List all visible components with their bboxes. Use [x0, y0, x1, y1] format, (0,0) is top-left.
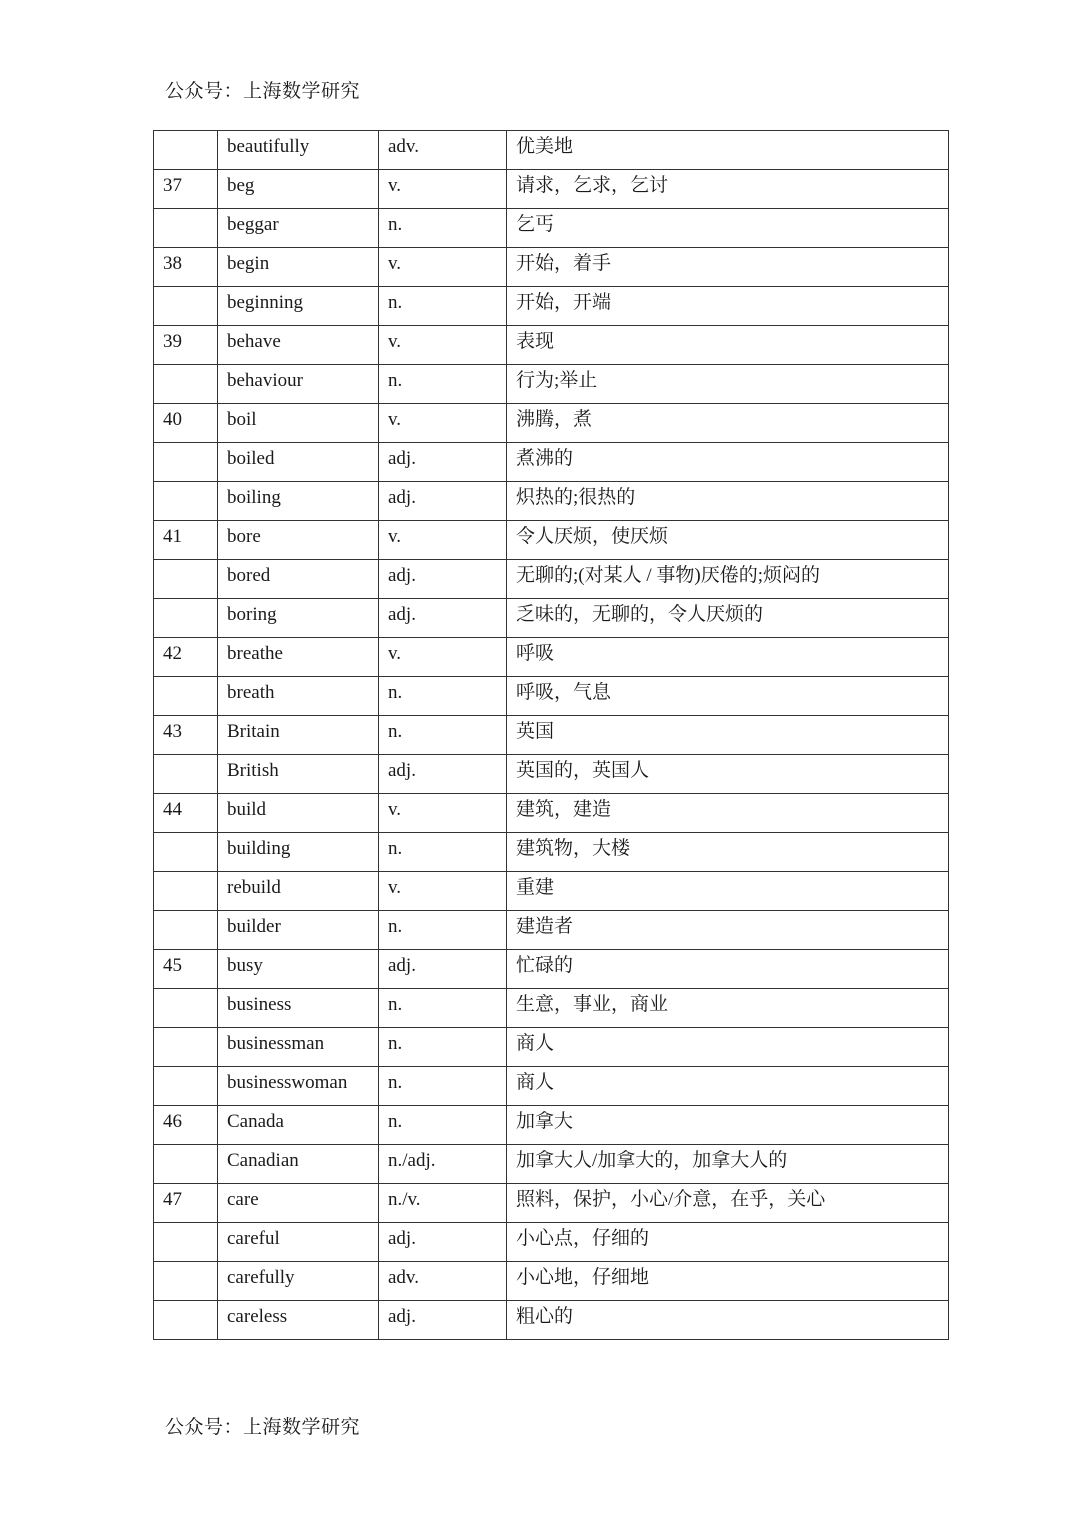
entry-word: breath — [218, 677, 379, 716]
entry-number: 41 — [154, 521, 218, 560]
entry-part-of-speech: n. — [379, 1106, 507, 1145]
entry-word: bored — [218, 560, 379, 599]
page-header: 公众号：上海数学研究 — [165, 81, 361, 102]
entry-part-of-speech: v. — [379, 404, 507, 443]
entry-word: British — [218, 755, 379, 794]
table-row — [154, 950, 949, 989]
entry-meaning: 建筑，建造 — [507, 794, 949, 833]
entry-word: Britain — [218, 716, 379, 755]
entry-part-of-speech: n. — [379, 209, 507, 248]
entry-meaning: 建筑物，大楼 — [507, 833, 949, 872]
vocabulary-table-body — [154, 131, 949, 1340]
entry-part-of-speech: n./v. — [379, 1184, 507, 1223]
entry-word: Canada — [218, 1106, 379, 1145]
entry-word: beggar — [218, 209, 379, 248]
entry-word: rebuild — [218, 872, 379, 911]
entry-meaning: 小心点，仔细的 — [507, 1223, 949, 1262]
entry-number — [154, 1145, 218, 1184]
entry-meaning: 商人 — [507, 1028, 949, 1067]
entry-number — [154, 365, 218, 404]
entry-part-of-speech: v. — [379, 638, 507, 677]
table-row — [154, 1184, 949, 1223]
entry-number — [154, 1223, 218, 1262]
entry-part-of-speech: adv. — [379, 131, 507, 170]
table-row — [154, 443, 949, 482]
table-row — [154, 911, 949, 950]
entry-word: builder — [218, 911, 379, 950]
entry-number: 45 — [154, 950, 218, 989]
entry-number — [154, 755, 218, 794]
entry-meaning: 炽热的;很热的 — [507, 482, 949, 521]
entry-number — [154, 287, 218, 326]
entry-part-of-speech: n./adj. — [379, 1145, 507, 1184]
entry-part-of-speech: v. — [379, 521, 507, 560]
entry-meaning: 忙碌的 — [507, 950, 949, 989]
entry-part-of-speech: n. — [379, 1028, 507, 1067]
entry-meaning: 开始，开端 — [507, 287, 949, 326]
entry-number: 46 — [154, 1106, 218, 1145]
entry-number — [154, 833, 218, 872]
entry-meaning: 呼吸，气息 — [507, 677, 949, 716]
entry-word: boiling — [218, 482, 379, 521]
entry-part-of-speech: v. — [379, 170, 507, 209]
entry-word: businesswoman — [218, 1067, 379, 1106]
entry-part-of-speech: n. — [379, 716, 507, 755]
entry-number: 47 — [154, 1184, 218, 1223]
entry-part-of-speech: adv. — [379, 1262, 507, 1301]
entry-word: business — [218, 989, 379, 1028]
entry-number — [154, 443, 218, 482]
table-row — [154, 1262, 949, 1301]
table-row — [154, 833, 949, 872]
entry-word: behaviour — [218, 365, 379, 404]
table-row — [154, 716, 949, 755]
table-row — [154, 560, 949, 599]
table-row — [154, 248, 949, 287]
entry-part-of-speech: adj. — [379, 599, 507, 638]
entry-number — [154, 677, 218, 716]
table-row — [154, 1106, 949, 1145]
entry-word: begin — [218, 248, 379, 287]
entry-meaning: 优美地 — [507, 131, 949, 170]
entry-number — [154, 131, 218, 170]
entry-number — [154, 1262, 218, 1301]
table-row — [154, 1028, 949, 1067]
entry-meaning: 开始，着手 — [507, 248, 949, 287]
entry-meaning: 令人厌烦，使厌烦 — [507, 521, 949, 560]
entry-word: Canadian — [218, 1145, 379, 1184]
entry-word: build — [218, 794, 379, 833]
entry-part-of-speech: adj. — [379, 560, 507, 599]
entry-word: carefully — [218, 1262, 379, 1301]
entry-word: businessman — [218, 1028, 379, 1067]
entry-meaning: 商人 — [507, 1067, 949, 1106]
table-row — [154, 170, 949, 209]
entry-word: careless — [218, 1301, 379, 1340]
entry-word: beautifully — [218, 131, 379, 170]
table-row — [154, 131, 949, 170]
table-row — [154, 482, 949, 521]
entry-part-of-speech: adj. — [379, 1301, 507, 1340]
entry-number: 38 — [154, 248, 218, 287]
entry-number — [154, 560, 218, 599]
entry-number: 39 — [154, 326, 218, 365]
entry-meaning: 重建 — [507, 872, 949, 911]
entry-number — [154, 1301, 218, 1340]
entry-number: 37 — [154, 170, 218, 209]
page-footer: 公众号：上海数学研究 — [165, 1417, 361, 1438]
entry-meaning: 呼吸 — [507, 638, 949, 677]
entry-meaning: 行为;举止 — [507, 365, 949, 404]
entry-word: care — [218, 1184, 379, 1223]
entry-part-of-speech: v. — [379, 794, 507, 833]
table-row — [154, 989, 949, 1028]
entry-part-of-speech: n. — [379, 287, 507, 326]
table-row — [154, 872, 949, 911]
entry-number: 40 — [154, 404, 218, 443]
entry-meaning: 粗心的 — [507, 1301, 949, 1340]
entry-number — [154, 209, 218, 248]
entry-meaning: 英国的，英国人 — [507, 755, 949, 794]
entry-number — [154, 482, 218, 521]
entry-word: busy — [218, 950, 379, 989]
entry-part-of-speech: n. — [379, 365, 507, 404]
table-row — [154, 677, 949, 716]
table-row — [154, 326, 949, 365]
entry-part-of-speech: n. — [379, 677, 507, 716]
vocabulary-table — [153, 130, 949, 1340]
entry-part-of-speech: adj. — [379, 482, 507, 521]
entry-meaning: 小心地，仔细地 — [507, 1262, 949, 1301]
entry-number — [154, 989, 218, 1028]
table-row — [154, 1301, 949, 1340]
table-row — [154, 287, 949, 326]
table-row — [154, 365, 949, 404]
entry-part-of-speech: n. — [379, 911, 507, 950]
entry-meaning: 加拿大人/加拿大的，加拿大人的 — [507, 1145, 949, 1184]
entry-word: bore — [218, 521, 379, 560]
entry-meaning: 煮沸的 — [507, 443, 949, 482]
entry-meaning: 建造者 — [507, 911, 949, 950]
entry-part-of-speech: n. — [379, 989, 507, 1028]
entry-word: beginning — [218, 287, 379, 326]
table-row — [154, 209, 949, 248]
table-row — [154, 638, 949, 677]
entry-meaning: 乏味的，无聊的，令人厌烦的 — [507, 599, 949, 638]
entry-word: boil — [218, 404, 379, 443]
entry-word: careful — [218, 1223, 379, 1262]
table-row — [154, 1067, 949, 1106]
table-row — [154, 521, 949, 560]
entry-word: breathe — [218, 638, 379, 677]
entry-number — [154, 599, 218, 638]
entry-number — [154, 1067, 218, 1106]
entry-meaning: 生意，事业，商业 — [507, 989, 949, 1028]
entry-word: boring — [218, 599, 379, 638]
entry-number — [154, 911, 218, 950]
entry-number: 43 — [154, 716, 218, 755]
table-row — [154, 1145, 949, 1184]
entry-part-of-speech: adj. — [379, 755, 507, 794]
entry-meaning: 乞丐 — [507, 209, 949, 248]
entry-meaning: 加拿大 — [507, 1106, 949, 1145]
entry-number: 42 — [154, 638, 218, 677]
table-row — [154, 755, 949, 794]
entry-number — [154, 872, 218, 911]
entry-meaning: 照料，保护，小心/介意，在乎，关心 — [507, 1184, 949, 1223]
table-row — [154, 1223, 949, 1262]
entry-part-of-speech: v. — [379, 326, 507, 365]
entry-number: 44 — [154, 794, 218, 833]
entry-word: behave — [218, 326, 379, 365]
entry-part-of-speech: n. — [379, 1067, 507, 1106]
entry-word: building — [218, 833, 379, 872]
entry-meaning: 无聊的;(对某人 / 事物)厌倦的;烦闷的 — [507, 560, 949, 599]
table-row — [154, 599, 949, 638]
entry-number — [154, 1028, 218, 1067]
entry-part-of-speech: adj. — [379, 443, 507, 482]
table-row — [154, 404, 949, 443]
entry-meaning: 沸腾，煮 — [507, 404, 949, 443]
table-row — [154, 794, 949, 833]
entry-part-of-speech: v. — [379, 248, 507, 287]
entry-meaning: 英国 — [507, 716, 949, 755]
entry-part-of-speech: adj. — [379, 950, 507, 989]
entry-part-of-speech: adj. — [379, 1223, 507, 1262]
entry-part-of-speech: n. — [379, 833, 507, 872]
entry-meaning: 请求，乞求，乞讨 — [507, 170, 949, 209]
entry-word: beg — [218, 170, 379, 209]
entry-part-of-speech: v. — [379, 872, 507, 911]
entry-word: boiled — [218, 443, 379, 482]
entry-meaning: 表现 — [507, 326, 949, 365]
